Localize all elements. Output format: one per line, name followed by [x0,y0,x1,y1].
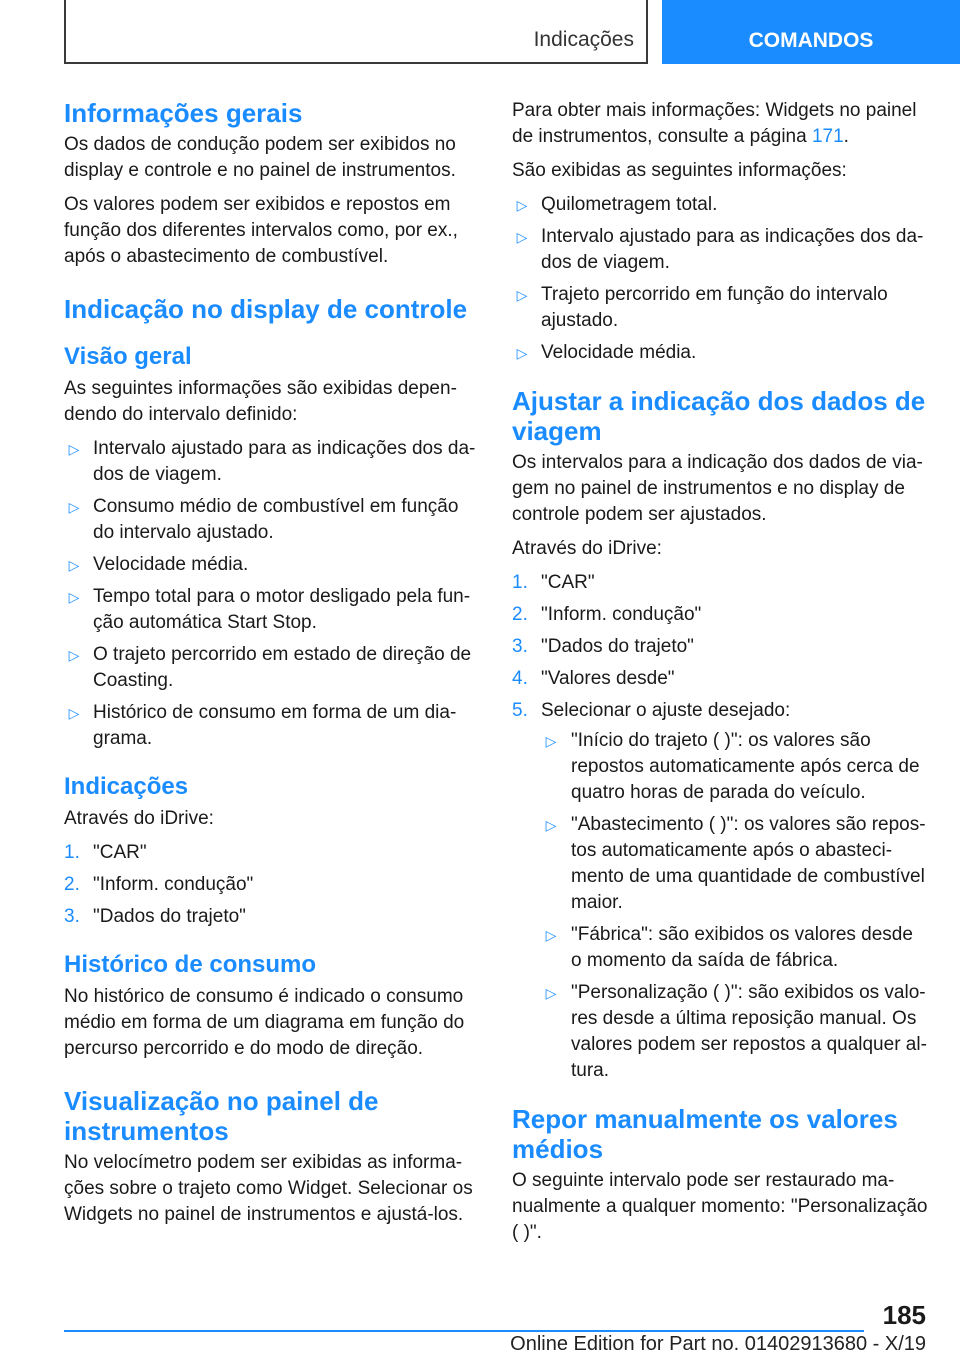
paragraph: No histórico de consumo é indicado o consumo médio em forma de um diagrama em função do percurso percorrido e do modo de direção. [64,986,465,1059]
triangle-bullet-icon: ▷ [545,927,557,943]
heading-repor: Repor manualmente os valores médios [512,1104,898,1164]
triangle-bullet-icon: ▷ [516,229,528,245]
triangle-bullet-icon: ▷ [516,287,528,303]
page-reference-link[interactable]: 171 [811,126,844,147]
list-item: ▷ Histórico de consumo em forma de um diagrama. [64,700,480,752]
triangle-bullet-icon: ▷ [68,705,80,721]
paragraph: São exibidas as seguintes informações: [512,160,847,181]
page-number: 185 [882,1300,926,1330]
list-item: ▷ O trajeto percorrido em estado de direção de Coasting. [64,642,480,694]
list-item: ▷ Velocidade média. [512,340,928,366]
list-item: ▷ Tempo total para o motor desligado pela função automática Start Stop. [64,584,480,636]
option-list [541,728,928,1084]
list-item: ▷ Quilometragem total. [512,192,928,218]
option-item: ▷ "Abastecimento ( )": os valores são repostos automaticamente após o abastecimento de uma quantidade de combustível maior. [541,812,928,916]
indicacoes-steps [64,840,480,930]
right-column [512,98,928,1254]
footer-edition: Online Edition for Part no. 01402913680 - X/19 [510,1333,926,1355]
heading-indicacao-display: Indicação no display de controle [64,294,468,324]
heading-informacoes-gerais: Informações gerais [64,98,303,128]
list-item: ▷ Intervalo ajustado para as indicações dos dados de viagem. [512,224,928,276]
triangle-bullet-icon: ▷ [545,985,557,1001]
header-section-title: Indicações [533,28,634,51]
heading-visualizacao-painel: Visualização no painel de instrumentos [64,1086,379,1146]
paragraph-more-info: Para obter mais informações: Widgets no painel de instrumentos, consulte a página 171. [512,100,917,147]
heading-ajustar: Ajustar a indicação dos dados de viagem [512,386,926,446]
triangle-bullet-icon: ▷ [68,441,80,457]
list-item: ▷ Consumo médio de combustível em função do intervalo ajustado. [64,494,480,546]
paragraph: As seguintes informações são exibidas dependendo do intervalo definido: [64,378,457,425]
triangle-bullet-icon: ▷ [516,345,528,361]
paragraph: Através do iDrive: [512,538,662,559]
heading-indicacoes: Indicações [64,773,189,800]
triangle-bullet-icon: ▷ [68,589,80,605]
step-item: 2. "Inform. condução" [512,604,702,625]
triangle-bullet-icon: ▷ [516,197,528,213]
step-item: 1. "CAR" [64,842,147,863]
step-item: 1. "CAR" [512,572,595,593]
option-item: ▷ "Fábrica": são exibidos os valores desde o momento da saída de fábrica. [541,922,928,974]
step-item: 5. Selecionar o ajuste desejado: ▷ "Início do trajeto ( )": os valores são repostos automaticamente após cerca de quatro horas de parada do veículo. ▷ "Abastecimento ( )": os valores são repostos automaticamente após o abastecimento de uma quantidade de combustível maior. ▷ "Fábrica": são exibidos os valores desde o momento da saída de fábrica. ▷ "Personalização ( )": são exibidos os valores desde a última reposição manual. Os valores podem ser repostos a qualquer altura. [512,698,928,1084]
ajustar-steps [512,570,928,1084]
visao-list [64,436,480,752]
step-item: 3. "Dados do trajeto" [64,906,246,927]
triangle-bullet-icon: ▷ [545,817,557,833]
list-item: ▷ Trajeto percorrido em função do intervalo ajustado. [512,282,928,334]
option-item: ▷ "Personalização ( )": são exibidos os valores desde a última reposição manual. Os valores podem ser repostos a qualquer altura. [541,980,928,1084]
step-item: 4. "Valores desde" [512,668,675,689]
paragraph: Os intervalos para a indicação dos dados de viagem no painel de instrumentos e no display de controle podem ser ajustados. [512,452,923,525]
heading-visao-geral: Visão geral [64,343,192,370]
step-item: 2. "Inform. condução" [64,874,254,895]
paragraph: O seguinte intervalo pode ser restaurado manualmente a qualquer momento: "Personalização ( )". [512,1170,928,1243]
exibidas-list [512,192,928,366]
triangle-bullet-icon: ▷ [545,733,557,749]
paragraph: Através do iDrive: [64,808,214,829]
option-item: ▷ "Início do trajeto ( )": os valores são repostos automaticamente após cerca de quatro horas de parada do veículo. [541,728,928,806]
left-column [64,98,480,1236]
paragraph: No velocímetro podem ser exibidas as informações sobre o trajeto como Widget. Selecionar os Widgets no painel de instrumentos e ajustá-los. [64,1152,473,1225]
header-chapter-tab: COMANDOS [662,0,960,64]
step-item: 3. "Dados do trajeto" [512,636,694,657]
triangle-bullet-icon: ▷ [68,557,80,573]
list-item: ▷ Intervalo ajustado para as indicações dos dados de viagem. [64,436,480,488]
triangle-bullet-icon: ▷ [68,499,80,515]
paragraph: Os valores podem ser exibidos e repostos em função dos diferentes intervalos como, por ex., após o abastecimento de combustível. [64,194,458,267]
list-item: ▷ Velocidade média. [64,552,480,578]
triangle-bullet-icon: ▷ [68,647,80,663]
heading-historico: Histórico de consumo [64,951,317,978]
paragraph: Os dados de condução podem ser exibidos no display e controle e no painel de instrumentos. [64,134,456,181]
footer-divider [64,1330,864,1332]
